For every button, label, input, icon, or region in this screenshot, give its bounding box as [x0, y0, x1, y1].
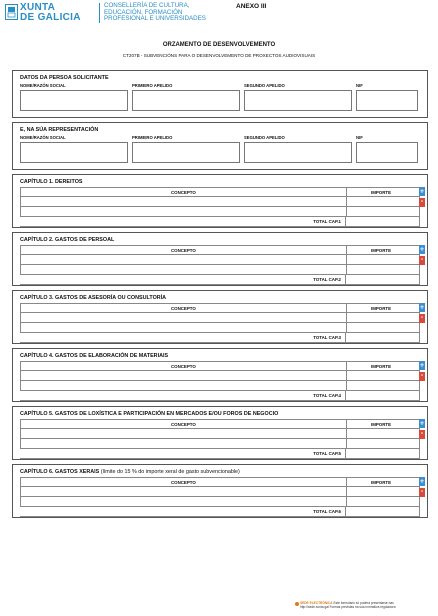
remove-row-button[interactable]: - [420, 198, 424, 205]
conselleria-name [104, 3, 206, 23]
column-divider [346, 381, 347, 390]
total-label: TOTAL CAP.2 [313, 277, 341, 282]
chapter-section [12, 290, 428, 344]
concept-header: CONCEPTO [171, 480, 196, 485]
anexo-label: ANEXO III [236, 3, 267, 10]
chapter-title-text: CAPÍTULO 4. GASTOS DE ELABORACIÓN DE MATERIAIS [20, 353, 169, 359]
total-row [20, 333, 420, 343]
representative-second-surname-field[interactable] [244, 142, 352, 163]
chapter-title [20, 353, 168, 359]
field-label: SEGUNDO APELIDO [244, 83, 285, 88]
column-divider [346, 207, 347, 216]
column-divider [346, 323, 347, 332]
concept-header: CONCEPTO [171, 248, 196, 253]
total-label: TOTAL CAP.1 [313, 219, 341, 224]
total-value-field[interactable] [345, 217, 420, 227]
amount-header: IMPORTE [371, 364, 392, 369]
section-title: DATOS DA PERSOA SOLICITANTE [20, 75, 109, 81]
total-value-field[interactable] [345, 449, 420, 459]
chapter-section [12, 232, 428, 286]
chapter-title [20, 411, 278, 417]
concept-header: CONCEPTO [171, 190, 196, 195]
column-divider [346, 420, 347, 428]
remove-row-button[interactable]: - [420, 314, 424, 321]
add-row-button[interactable]: + [419, 478, 425, 485]
field-label: PRIMEIRO APELIDO [132, 83, 173, 88]
field-label: NOME/RAZÓN SOCIAL [20, 135, 66, 140]
total-value-field[interactable] [345, 507, 420, 517]
page-subtitle: CT207B - SUBVENCIÓNS PARA O DESENVOLVEMENTO DE PROXECTOS AUDIOVISUAIS [122, 53, 316, 58]
representative-first-surname-field[interactable] [132, 142, 240, 163]
footer-line2: http://sede.xunta.gal Formas previstas na súa normativa reguladora [300, 605, 396, 609]
remove-row-button[interactable]: - [420, 430, 424, 437]
column-divider [346, 497, 347, 506]
chapter-title [20, 179, 83, 185]
chapter-section [12, 464, 428, 518]
applicant-nif-field[interactable] [356, 90, 418, 111]
table-header [20, 419, 420, 429]
amount-header: IMPORTE [371, 190, 392, 195]
remove-row-button[interactable]: - [420, 488, 424, 495]
chapter-title-text: CAPÍTULO 3. GASTOS DE ASESORÍA OU CONSULTORÍA [20, 295, 167, 301]
remove-row-button[interactable]: - [420, 372, 424, 379]
table-header [20, 477, 420, 487]
table-row [20, 439, 420, 449]
chapter-section [12, 406, 428, 460]
table-row [20, 381, 420, 391]
total-label: TOTAL CAP.3 [313, 335, 341, 340]
footer-text: Este formulario só poderá presentarse nas [333, 601, 394, 605]
total-row [20, 217, 420, 227]
table-header [20, 361, 420, 371]
chapter-title-text: CAPÍTULO 1. DEREITOS [20, 179, 83, 185]
amount-header: IMPORTE [371, 422, 392, 427]
total-row [20, 391, 420, 401]
column-divider [346, 429, 347, 438]
logo-line2: DE GALICIA [20, 12, 81, 23]
add-row-button[interactable]: + [419, 304, 425, 311]
concept-header: CONCEPTO [171, 364, 196, 369]
amount-header: IMPORTE [371, 480, 392, 485]
add-row-button[interactable]: + [419, 188, 425, 195]
table-row [20, 429, 420, 439]
total-value-field[interactable] [345, 333, 420, 343]
add-row-button[interactable]: + [419, 420, 425, 427]
column-divider [346, 313, 347, 322]
add-row-button[interactable]: + [419, 246, 425, 253]
chapter-note: (límite do 15 % do importe xeral de gasto subvencionable) [100, 469, 240, 475]
field-label: NIF [356, 135, 363, 140]
field-label: PRIMEIRO APELIDO [132, 135, 173, 140]
chapter-title [20, 237, 114, 243]
column-divider [346, 362, 347, 370]
total-row [20, 507, 420, 517]
field-label: NIF [356, 83, 363, 88]
concept-header: CONCEPTO [171, 306, 196, 311]
xunta-logo [20, 3, 81, 23]
chapter-title-text: CAPÍTULO 6. GASTOS XERAIS [20, 469, 100, 475]
column-divider [346, 246, 347, 254]
table-header [20, 303, 420, 313]
total-row [20, 275, 420, 285]
table-row [20, 497, 420, 507]
conselleria-line: CONSELLERÍA DE CULTURA, [104, 2, 190, 9]
chapter-title [20, 469, 240, 475]
table-header [20, 245, 420, 255]
table-row [20, 207, 420, 217]
column-divider [346, 304, 347, 312]
amount-header: IMPORTE [371, 306, 392, 311]
concept-header: CONCEPTO [171, 422, 196, 427]
column-divider [346, 188, 347, 196]
chapter-section [12, 348, 428, 402]
total-label: TOTAL CAP.6 [313, 509, 341, 514]
page-title: ORZAMENTO DE DESENVOLVEMENTO [162, 42, 276, 48]
xunta-emblem-icon [5, 4, 18, 20]
chapter-title-text: CAPÍTULO 5. GASTOS DE LOXÍSTICA E PARTICIPACIÓN EN MERCADOS E/OU FOROS DE NEGOCIO [20, 411, 279, 417]
chapter-title [20, 295, 166, 301]
column-divider [346, 265, 347, 274]
footer [300, 601, 396, 609]
total-label: TOTAL CAP.4 [313, 393, 341, 398]
add-row-button[interactable]: + [419, 362, 425, 369]
representative-nif-field[interactable] [356, 142, 418, 163]
column-divider [346, 371, 347, 380]
table-row [20, 487, 420, 497]
column-divider [346, 197, 347, 206]
column-divider [346, 478, 347, 486]
total-value-field[interactable] [345, 391, 420, 401]
column-divider [346, 439, 347, 448]
chapter-title-text: CAPÍTULO 2. GASTOS DE PERSOAL [20, 237, 115, 243]
column-divider [346, 487, 347, 496]
applicant-second-surname-field[interactable] [244, 90, 352, 111]
total-row [20, 449, 420, 459]
field-label: NOME/RAZÓN SOCIAL [20, 83, 66, 88]
applicant-name-field[interactable] [20, 90, 128, 111]
table-row [20, 255, 420, 265]
logo-divider [99, 3, 100, 23]
table-row [20, 197, 420, 207]
table-row [20, 313, 420, 323]
representative-section [12, 122, 428, 170]
conselleria-line: PROFESIONAL E UNIVERSIDADES [104, 15, 206, 23]
logo-line1: XUNTA [20, 2, 56, 13]
sede-label: SEDE ELECTRÓNICA [300, 601, 333, 605]
column-divider [346, 255, 347, 264]
field-label: SEGUNDO APELIDO [244, 135, 285, 140]
table-row [20, 323, 420, 333]
total-label: TOTAL CAP.5 [313, 451, 341, 456]
applicant-section [12, 70, 428, 118]
table-row [20, 371, 420, 381]
section-title: E, NA SÚA REPRESENTACIÓN [20, 127, 99, 133]
amount-header: IMPORTE [371, 248, 392, 253]
representative-name-field[interactable] [20, 142, 128, 163]
chapter-section [12, 174, 428, 228]
sede-icon [295, 602, 299, 606]
remove-row-button[interactable]: - [420, 256, 424, 263]
table-row [20, 265, 420, 275]
conselleria-line: EDUCACIÓN, FORMACIÓN [104, 8, 183, 16]
applicant-first-surname-field[interactable] [132, 90, 240, 111]
table-header [20, 187, 420, 197]
total-value-field[interactable] [345, 275, 420, 285]
